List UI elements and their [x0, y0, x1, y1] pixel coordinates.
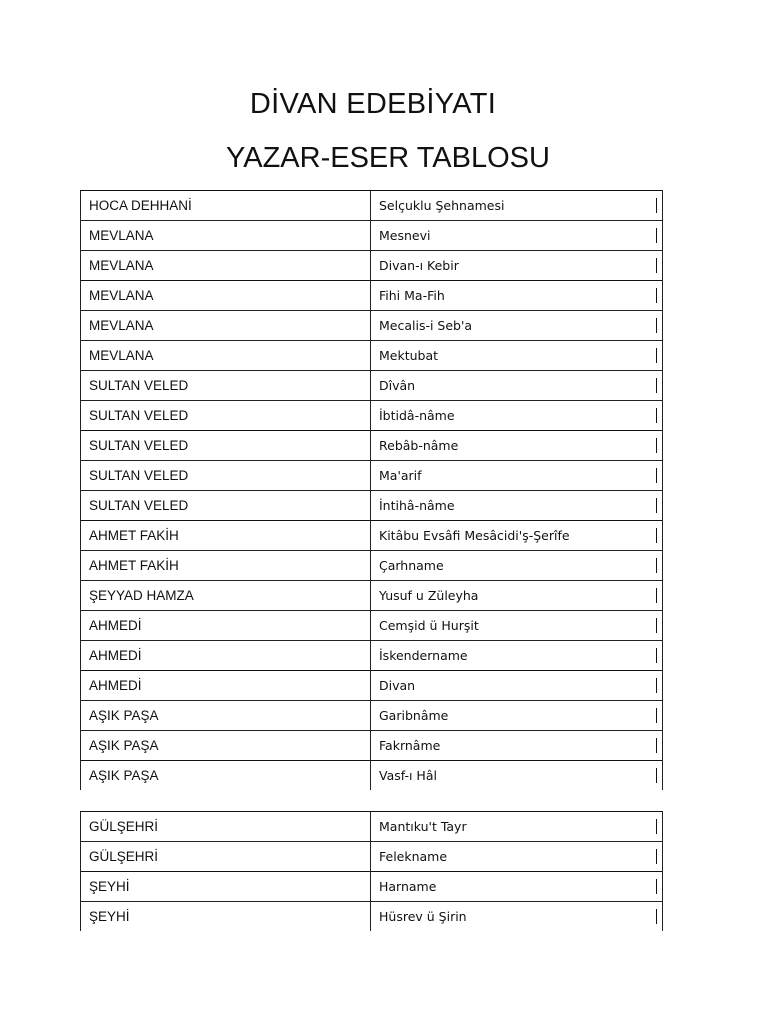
table-row	[81, 521, 663, 551]
author-cell: MEVLANA	[81, 281, 371, 311]
table-row	[81, 671, 663, 701]
author-cell: AHMEDİ	[81, 611, 371, 641]
author-cell: MEVLANA	[81, 251, 371, 281]
work-cell: İskendername	[371, 641, 663, 671]
work-cell: Cemşid ü Hurşit	[371, 611, 663, 641]
author-cell: SULTAN VELED	[81, 401, 371, 431]
author-cell: AHMEDİ	[81, 641, 371, 671]
author-cell: ŞEYYAD HAMZA	[81, 581, 371, 611]
work-cell: Mektubat	[371, 341, 663, 371]
table-row	[81, 461, 663, 491]
table-row	[81, 761, 663, 791]
table-row	[81, 902, 663, 932]
author-cell: SULTAN VELED	[81, 491, 371, 521]
table-row	[81, 431, 663, 461]
author-cell: MEVLANA	[81, 311, 371, 341]
table-row	[81, 872, 663, 902]
work-cell: Rebâb-nâme	[371, 431, 663, 461]
table-row	[81, 731, 663, 761]
work-cell: Harname	[371, 872, 663, 902]
author-cell: AHMET FAKİH	[81, 521, 371, 551]
table-row	[81, 221, 663, 251]
author-cell: AŞIK PAŞA	[81, 731, 371, 761]
table-row	[81, 311, 663, 341]
author-cell: ŞEYHİ	[81, 872, 371, 902]
work-cell: Ma'arif	[371, 461, 663, 491]
table-row	[81, 191, 663, 221]
work-cell: Kitâbu Evsâfi Mesâcidi'ş-Şerîfe	[371, 521, 663, 551]
table-row	[81, 341, 663, 371]
work-cell: Yusuf u Züleyha	[371, 581, 663, 611]
table-row	[81, 812, 663, 842]
author-cell: HOCA DEHHANİ	[81, 191, 371, 221]
work-cell: Felekname	[371, 842, 663, 872]
work-cell: Dîvân	[371, 371, 663, 401]
table-row	[81, 371, 663, 401]
work-cell: Selçuklu Şehnamesi	[371, 191, 663, 221]
work-cell: Çarhname	[371, 551, 663, 581]
work-cell: Mecalis-i Seb'a	[371, 311, 663, 341]
table-row	[81, 491, 663, 521]
work-cell: Hüsrev ü Şirin	[371, 902, 663, 932]
author-cell: AŞIK PAŞA	[81, 701, 371, 731]
table-row	[81, 641, 663, 671]
author-work-table-continued	[80, 811, 663, 931]
page-title: DİVAN EDEBİYATI	[249, 88, 497, 120]
author-cell: SULTAN VELED	[81, 431, 371, 461]
work-cell: Divan-ı Kebir	[371, 251, 663, 281]
work-cell: Garibnâme	[371, 701, 663, 731]
work-cell: İbtidâ-nâme	[371, 401, 663, 431]
work-cell: Mesnevi	[371, 221, 663, 251]
author-work-table	[80, 190, 663, 790]
author-cell: SULTAN VELED	[81, 461, 371, 491]
table-row	[81, 401, 663, 431]
author-cell: GÜLŞEHRİ	[81, 842, 371, 872]
author-cell: MEVLANA	[81, 221, 371, 251]
work-cell: İntihâ-nâme	[371, 491, 663, 521]
author-cell: MEVLANA	[81, 341, 371, 371]
author-cell: SULTAN VELED	[81, 371, 371, 401]
work-cell: Fakrnâme	[371, 731, 663, 761]
work-cell: Mantıku't Tayr	[371, 812, 663, 842]
table-row	[81, 611, 663, 641]
table-row	[81, 281, 663, 311]
table-row	[81, 701, 663, 731]
work-cell: Vasf-ı Hâl	[371, 761, 663, 791]
table-row	[81, 581, 663, 611]
author-cell: ŞEYHİ	[81, 902, 371, 932]
table-row	[81, 842, 663, 872]
author-cell: AHMEDİ	[81, 671, 371, 701]
work-cell: Divan	[371, 671, 663, 701]
author-cell: AHMET FAKİH	[81, 551, 371, 581]
page-subtitle: YAZAR-ESER TABLOSU	[226, 142, 550, 174]
work-cell: Fihi Ma-Fih	[371, 281, 663, 311]
author-cell: GÜLŞEHRİ	[81, 812, 371, 842]
author-cell: AŞIK PAŞA	[81, 761, 371, 791]
table-row	[81, 251, 663, 281]
table-row	[81, 551, 663, 581]
